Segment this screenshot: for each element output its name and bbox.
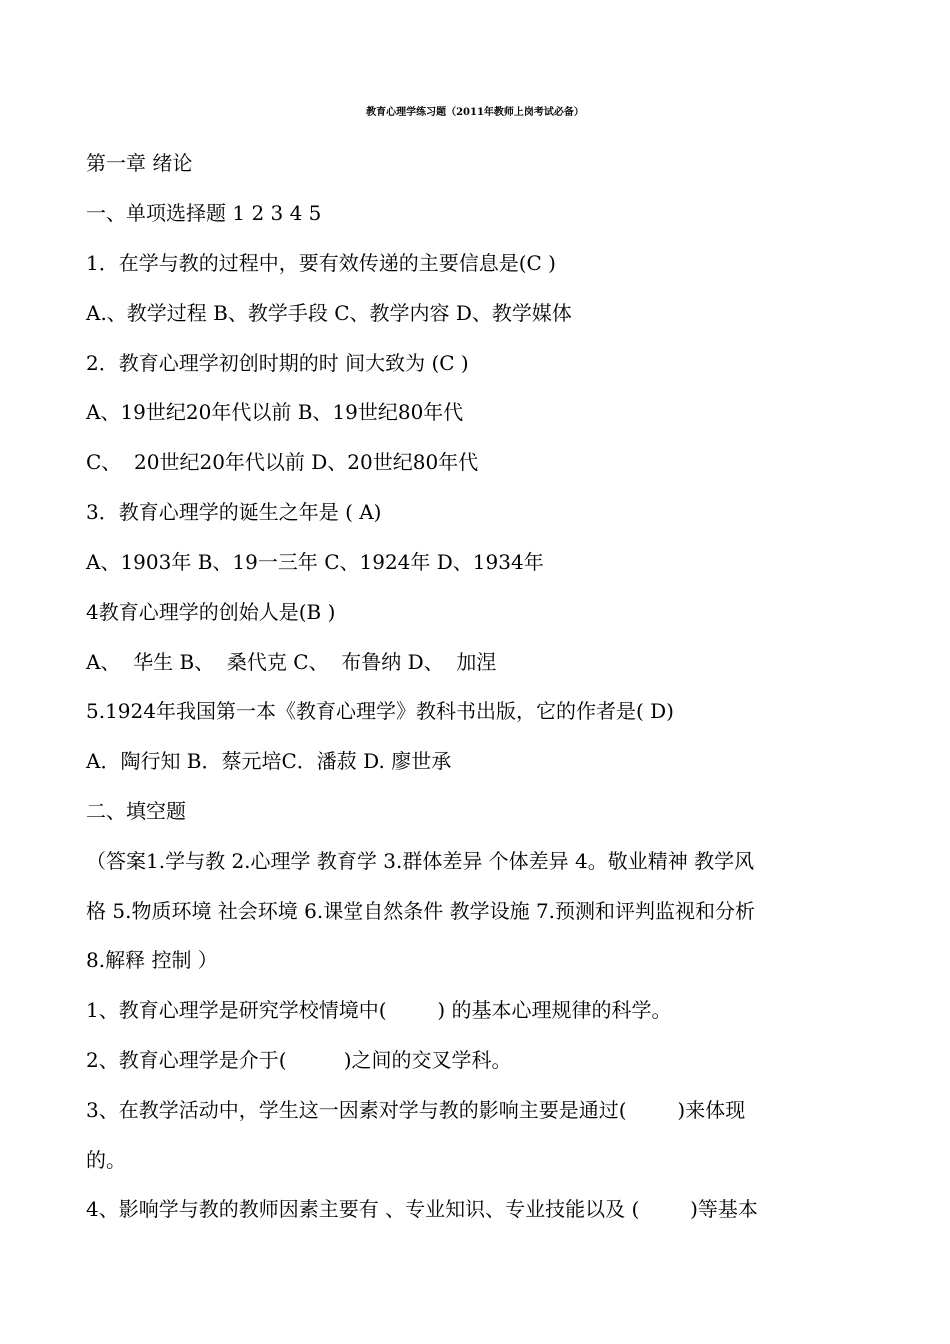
question-2-options-cd: C、 20世纪20年代以前 D、20世纪80年代	[86, 450, 479, 474]
answers-line-2: 格 5.物质环境 社会环境 6.课堂自然条件 教学设施 7.预测和评判监视和分析	[86, 899, 756, 923]
fill-question-4-line-1: 4、影响学与教的教师因素主要有 、专业知识、专业技能以及 ( )等基本	[86, 1197, 758, 1221]
fill-question-1: 1、教育心理学是研究学校情境中( ) 的基本心理规律的科学。	[86, 998, 672, 1022]
question-1: 1．在学与教的过程中，要有效传递的主要信息是(C )	[86, 251, 556, 275]
question-2: 2．教育心理学初创时期的时 间大致为 (C )	[86, 351, 469, 375]
question-1-options: A.、教学过程 B、教学手段 C、教学内容 D、教学媒体	[86, 301, 572, 325]
chapter-heading: 第一章 绪论	[86, 151, 193, 175]
question-3: 3．教育心理学的诞生之年是 ( A)	[86, 500, 382, 524]
document-title: 教育心理学练习题（2011年教师上岗考试必备）	[366, 107, 584, 118]
question-2-options-ab: A、19世纪20年代以前 B、19世纪80年代	[86, 400, 464, 424]
question-4: 4教育心理学的创始人是(B )	[86, 600, 336, 624]
fill-question-3-line-1: 3、在教学活动中，学生这一因素对学与教的影响主要是通过( )来体现	[86, 1098, 746, 1122]
question-3-options: A、1903年 B、19一三年 C、1924年 D、1934年	[86, 550, 544, 574]
question-5-options: A．陶行知 B．蔡元培C．潘菽 D. 廖世承	[86, 749, 452, 773]
fill-question-3-line-2: 的。	[86, 1148, 126, 1172]
question-4-options: A、 华生 B、 桑代克 C、 布鲁纳 D、 加涅	[86, 650, 497, 674]
section-heading-fill-blank: 二、填空题	[86, 799, 186, 823]
answers-line-3: 8.解释 控制 ）	[86, 948, 218, 972]
question-5: 5.1924年我国第一本《教育心理学》教科书出版，它的作者是( D)	[86, 699, 674, 723]
section-heading-multiple-choice: 一、单项选择题 1 2 3 4 5	[86, 201, 322, 225]
fill-question-2: 2、教育心理学是介于( )之间的交叉学科。	[86, 1048, 512, 1072]
answers-line-1: （答案1.学与教 2.心理学 教育学 3.群体差异 个体差异 4。敬业精神 教学风	[86, 849, 755, 873]
